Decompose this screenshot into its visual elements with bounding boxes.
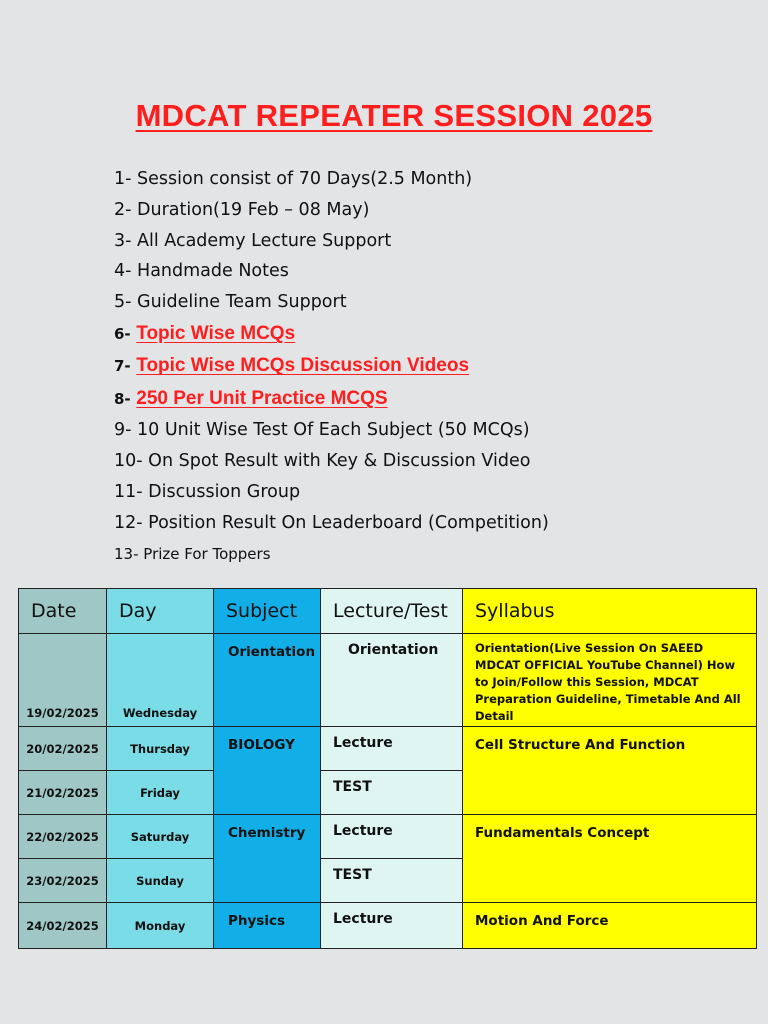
header-lecture-test: Lecture/Test <box>321 589 463 634</box>
item-number: 3- <box>114 230 132 251</box>
item-text: Position Result On Leaderboard (Competition) <box>148 512 549 533</box>
cell-day: Wednesday <box>107 634 214 727</box>
cell-syllabus: Motion And Force <box>463 903 757 949</box>
item-number: 12- <box>114 512 143 533</box>
cell-lecture: Orientation <box>321 634 463 727</box>
item-number: 6- <box>114 324 131 343</box>
cell-syllabus: Cell Structure And Function <box>463 727 757 815</box>
cell-day: Thursday <box>107 727 214 771</box>
table-row <box>19 903 757 949</box>
list-item <box>114 446 549 477</box>
list-item <box>114 287 549 318</box>
item-number: 9- <box>114 420 132 441</box>
item-text: 10 Unit Wise Test Of Each Subject (50 MCQs) <box>137 420 530 441</box>
cell-date: 23/02/2025 <box>19 859 107 903</box>
item-text: Topic Wise MCQs <box>136 322 296 344</box>
item-text: On Spot Result with Key & Discussion Video <box>148 451 531 472</box>
cell-day: Friday <box>107 771 214 815</box>
cell-day: Saturday <box>107 815 214 859</box>
item-number: 4- <box>114 261 132 282</box>
item-number: 1- <box>114 169 132 189</box>
cell-lecture: Lecture <box>321 727 463 771</box>
cell-syllabus: Orientation(Live Session On SAEED MDCAT OFFICIAL YouTube Channel) How to Join/Follow this Session, MDCAT Preparation Guideline, Timetable And All Detail <box>463 634 757 727</box>
cell-lecture: Lecture <box>321 903 463 949</box>
list-item <box>114 256 549 287</box>
cell-lecture: Lecture <box>321 815 463 859</box>
table-header-row <box>19 589 757 634</box>
cell-date: 24/02/2025 <box>19 903 107 949</box>
item-number: 10- <box>114 451 143 472</box>
item-number: 8- <box>114 389 131 408</box>
cell-subject: BIOLOGY <box>214 727 321 815</box>
page-title: MDCAT REPEATER SESSION 2025 <box>135 98 653 133</box>
item-number: 5- <box>114 292 132 313</box>
item-text: 250 Per Unit Practice MCQS <box>136 387 388 409</box>
cell-syllabus: Fundamentals Concept <box>463 815 757 903</box>
cell-date: 21/02/2025 <box>19 771 107 815</box>
item-text: Duration(19 Feb – 08 May) <box>137 199 370 220</box>
cell-subject: Physics <box>214 903 321 949</box>
list-item-highlight <box>114 350 549 383</box>
cell-day: Sunday <box>107 859 214 903</box>
cell-date: 22/02/2025 <box>19 815 107 859</box>
feature-list <box>114 164 549 569</box>
cell-date: 20/02/2025 <box>19 727 107 771</box>
list-item <box>114 477 549 508</box>
item-number: 13- <box>114 544 139 563</box>
item-number: 11- <box>114 482 143 503</box>
header-subject: Subject <box>214 589 321 634</box>
cell-subject: Orientation <box>214 634 321 727</box>
item-number: 2- <box>114 199 132 220</box>
cell-date: 19/02/2025 <box>19 634 107 727</box>
table-row <box>19 815 757 859</box>
list-item-highlight <box>114 383 549 416</box>
header-syllabus: Syllabus <box>463 589 757 634</box>
schedule-table <box>18 588 757 949</box>
header-date: Date <box>19 589 107 634</box>
list-item <box>114 226 549 257</box>
list-item <box>114 415 549 446</box>
table-row <box>19 634 757 727</box>
list-item <box>114 508 549 539</box>
list-item-highlight <box>114 318 549 351</box>
cell-day: Monday <box>107 903 214 949</box>
item-number: 7- <box>114 357 131 376</box>
cell-subject: Chemistry <box>214 815 321 903</box>
table-row <box>19 727 757 771</box>
cell-lecture: TEST <box>321 771 463 815</box>
item-text: Handmade Notes <box>137 261 289 282</box>
item-text: Prize For Toppers <box>143 544 271 563</box>
item-text: Session consist of 70 Days(2.5 Month) <box>137 169 473 189</box>
item-text: Guideline Team Support <box>137 292 347 313</box>
item-text: Topic Wise MCQs Discussion Videos <box>136 355 470 377</box>
item-text: All Academy Lecture Support <box>137 230 392 251</box>
list-item <box>114 164 549 195</box>
cell-lecture: TEST <box>321 859 463 903</box>
item-text: Discussion Group <box>148 482 301 503</box>
list-item <box>114 539 549 570</box>
list-item <box>114 195 549 226</box>
header-day: Day <box>107 589 214 634</box>
